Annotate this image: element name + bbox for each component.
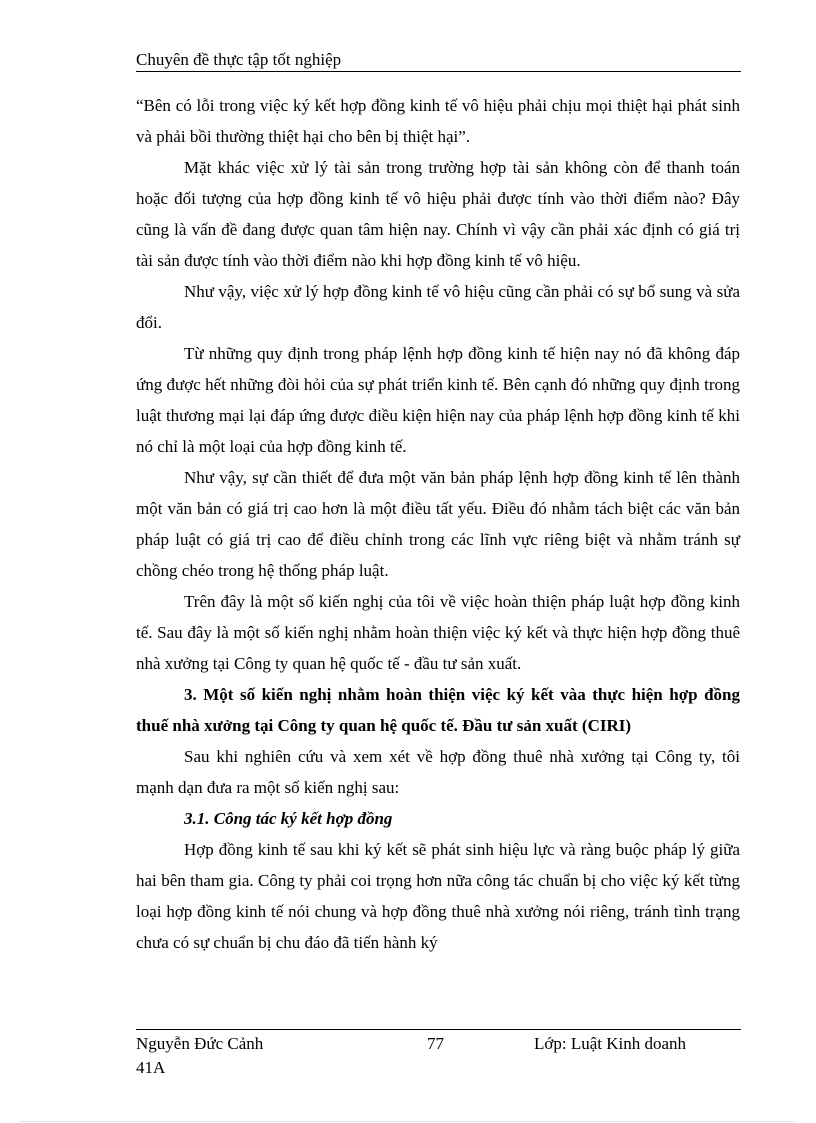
- paragraph: Như vậy, việc xử lý hợp đồng kinh tế vô hiệu cũng cần phải có sự bổ sung và sửa đổi.: [136, 282, 740, 332]
- footer-author: Nguyễn Đức Cảnh: [136, 1034, 264, 1053]
- section-heading: 3. Một số kiến nghị nhằm hoàn thiện việc ký kết vàa thực hiện hợp đồng thuế nhà xưởng tại Công ty quan hệ quốc tế. Đầu tư sản xuất (CIRI): [136, 685, 740, 735]
- paragraph: Hợp đồng kinh tế sau khi ký kết sẽ phát sinh hiệu lực và ràng buộc pháp lý giữa hai bên tham gia. Công ty phải coi trọng hơn nữa công tác chuẩn bị cho việc ký kết từng loại hợp đồng kinh tế nói chung và hợp đồng thuê nhà xưởng nói riêng, tránh tình trạng chưa có sự chuẩn bị chu đáo đã tiến hành ký: [136, 840, 740, 952]
- paragraph-quote: “Bên có lỗi trong việc ký kết hợp đồng kinh tế vô hiệu phải chịu mọi thiệt hại phát sinh và phải bồi thường thiệt hại cho bên bị thiệt hại”.: [136, 96, 740, 146]
- page-bottom-edge: [20, 1121, 796, 1122]
- paragraph: Sau khi nghiên cứu và xem xét về hợp đồng thuê nhà xưởng tại Công ty, tôi mạnh dạn đưa ra một số kiến nghị sau:: [136, 747, 740, 797]
- document-body: [136, 90, 740, 958]
- paragraph: Từ những quy định trong pháp lệnh hợp đồng kinh tế hiện nay nó đã không đáp ứng được hết những đòi hỏi của sự phát triển kinh tế. Bên cạnh đó những quy định trong luật thương mại lại đáp ứng được điều kiện hiện nay của pháp lệnh hợp đồng kinh tế khi nó chỉ là một loại của hợp đồng kinh tế.: [136, 344, 740, 456]
- footer-cohort: 41A: [136, 1058, 166, 1077]
- paragraph: Trên đây là một số kiến nghị của tôi về việc hoàn thiện pháp luật hợp đồng kinh tế. Sau đây là một số kiến nghị nhằm hoàn thiện việc ký kết và thực hiện hợp đồng thuê nhà xưởng tại Công ty quan hệ quốc tế - đầu tư sản xuất.: [136, 592, 740, 673]
- header-divider: [136, 71, 741, 72]
- page-header-title: Chuyên đề thực tập tốt nghiệp: [136, 50, 342, 69]
- subsection-heading: 3.1. Công tác ký kết hợp đồng: [184, 809, 393, 828]
- paragraph: Mặt khác việc xử lý tài sản trong trường hợp tài sản không còn để thanh toán hoặc đối tượng của hợp đồng kinh tế vô hiệu phải được tính vào thời điểm nào? Đây cũng là vấn đề đang được quan tâm hiện nay. Chính vì vậy cần phải xác định có giá trị tài sản được tính vào thời điểm nào khi hợp đồng kinh tế vô hiệu.: [136, 158, 740, 270]
- footer-class-label: Lớp: Luật Kinh doanh: [534, 1034, 687, 1053]
- footer-divider: [136, 1029, 741, 1030]
- page-number: 77: [427, 1034, 444, 1053]
- paragraph: Như vậy, sự cần thiết để đưa một văn bản pháp lệnh hợp đồng kinh tế lên thành một văn bản có giá trị cao hơn là một điều tất yếu. Điều đó nhằm tách biệt các văn bản pháp luật có giá trị cao để điều chỉnh trong các lĩnh vực riêng biệt và nhằm tránh sự chồng chéo trong hệ thống pháp luật.: [136, 468, 740, 580]
